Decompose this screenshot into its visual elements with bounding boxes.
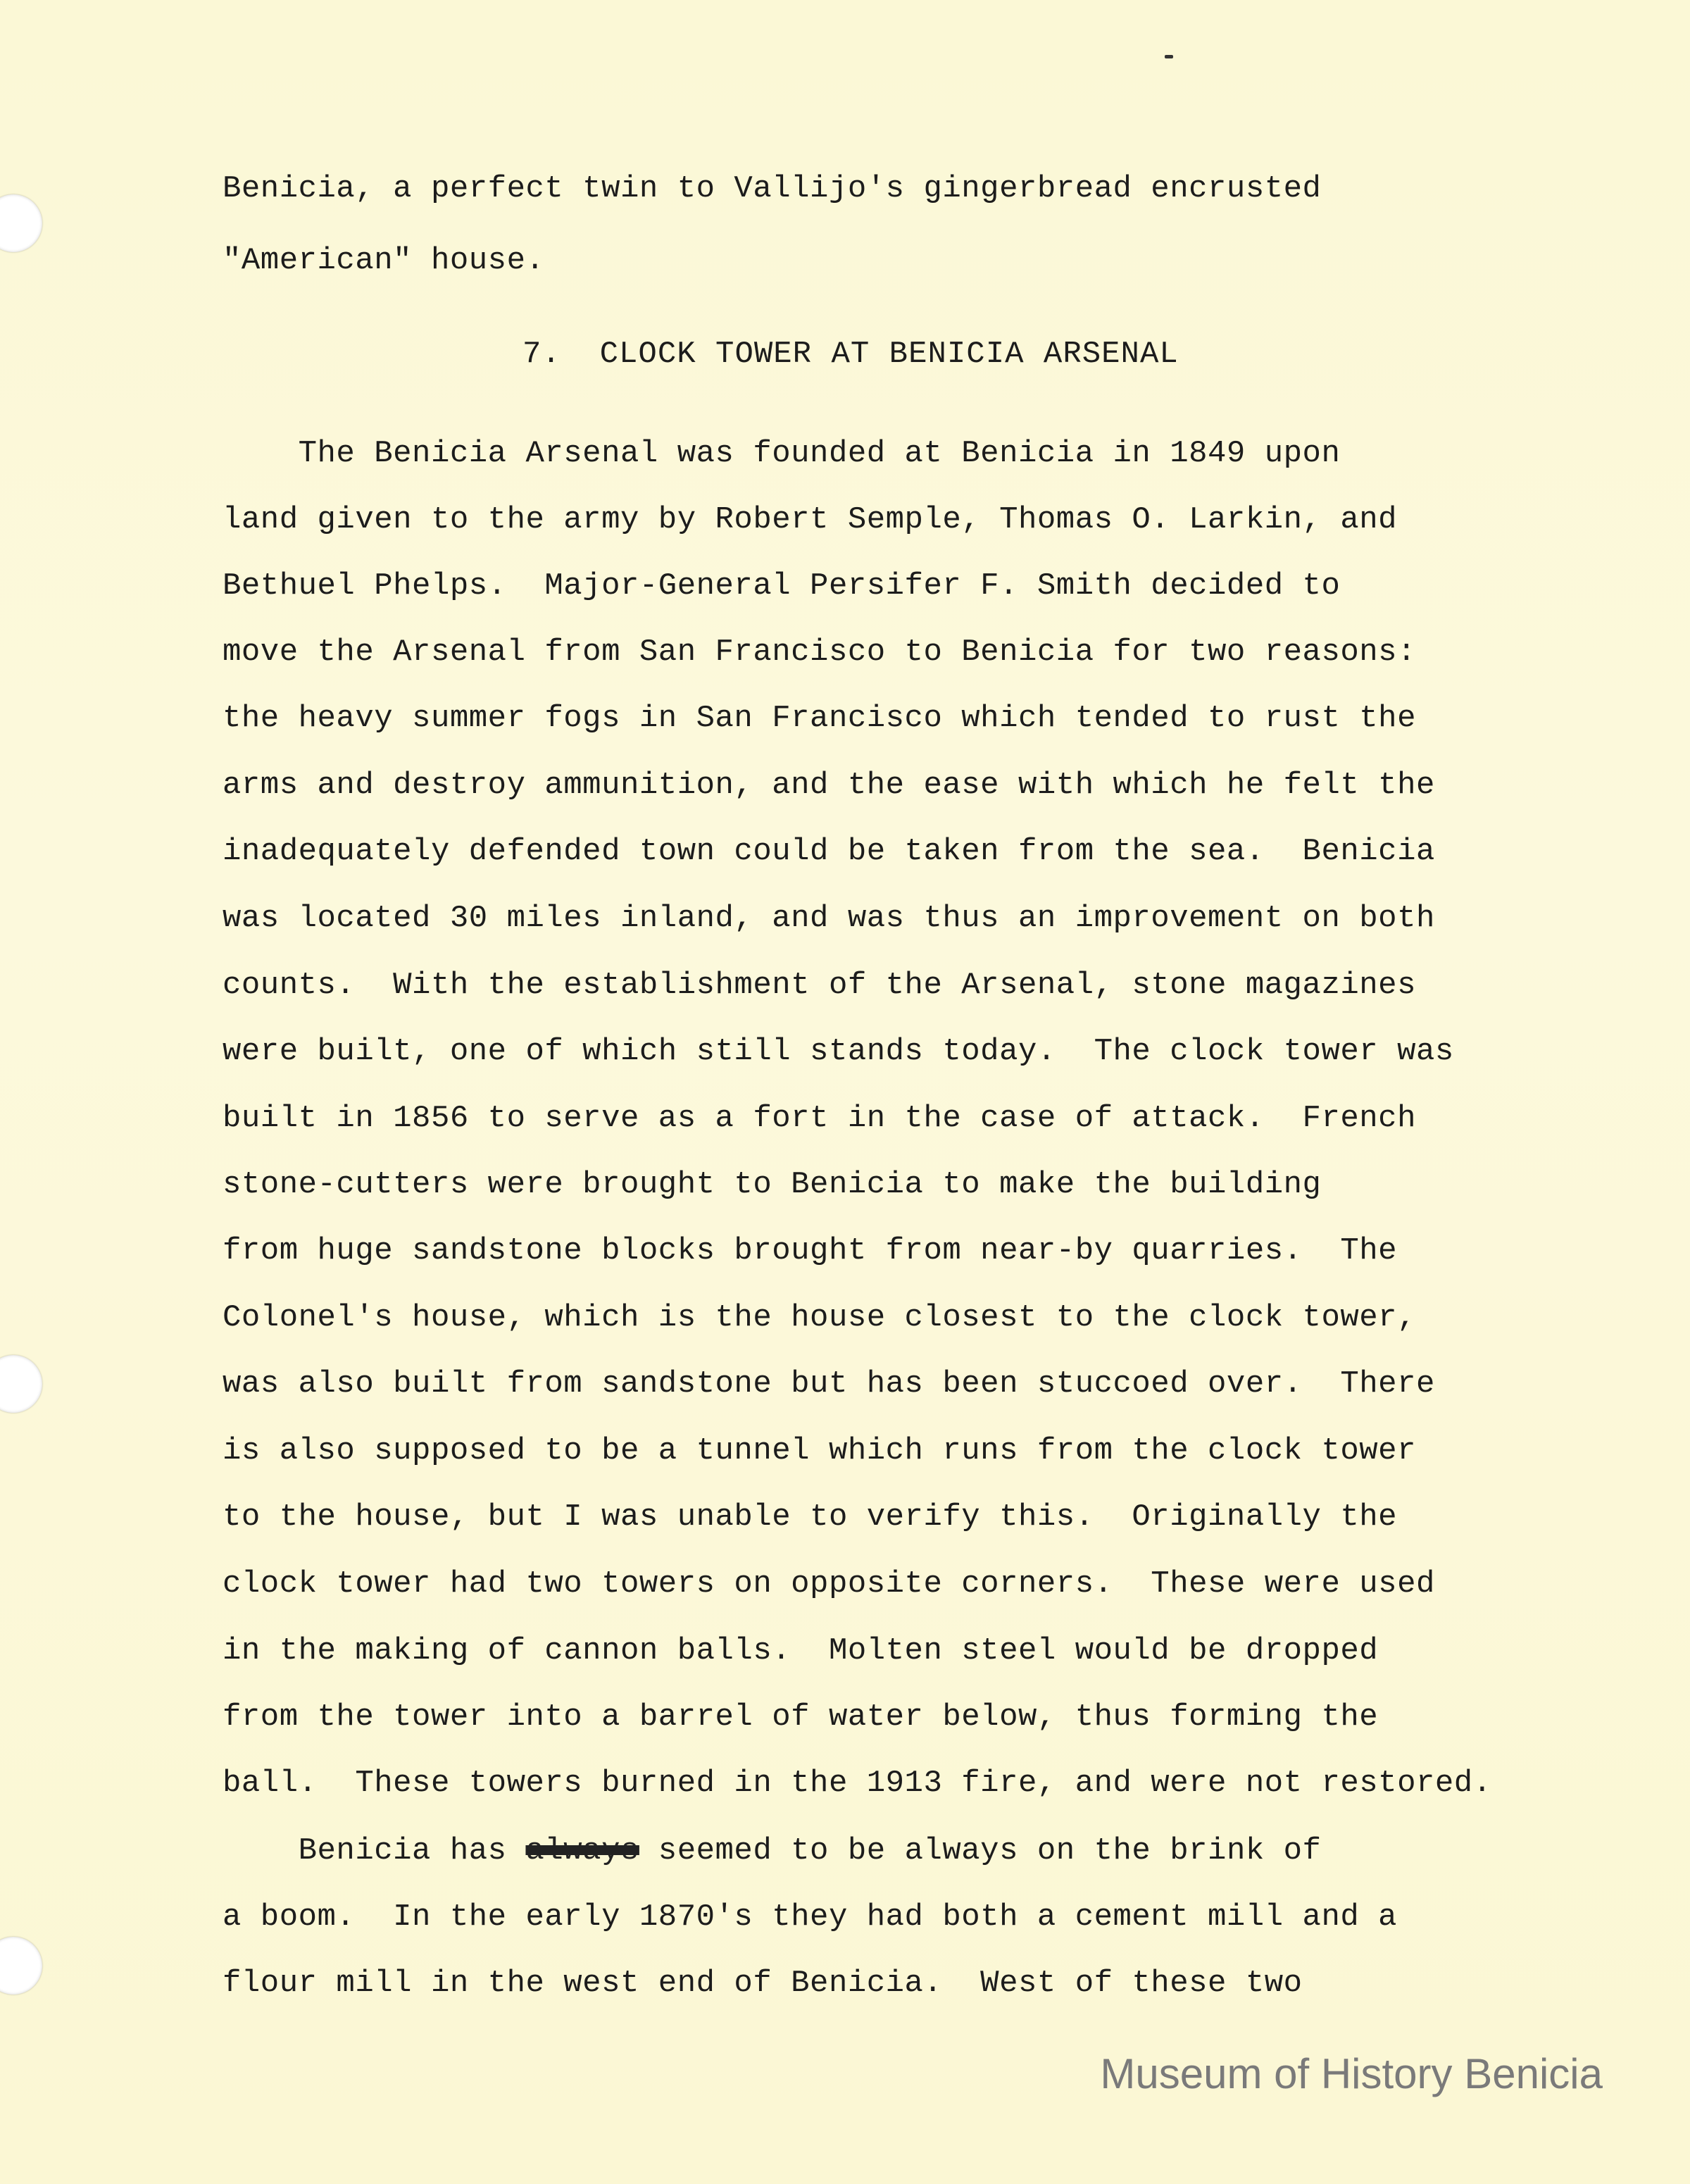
text-line: the heavy summer fogs in San Francisco which tended to rust the — [223, 701, 1416, 736]
punch-hole-top — [0, 194, 42, 252]
text-line: move the Arsenal from San Francisco to Benicia for two reasons: — [223, 635, 1416, 670]
text-line: stone-cutters were brought to Benicia to make the building — [223, 1167, 1322, 1202]
text-line: clock tower had two towers on opposite corners. These were used — [223, 1566, 1435, 1602]
text-line: ball. These towers burned in the 1913 fire, and were not restored. — [223, 1766, 1492, 1801]
text-line: from the tower into a barrel of water below, thus forming the — [223, 1699, 1379, 1735]
text-line: is also supposed to be a tunnel which runs from the clock tower — [223, 1433, 1416, 1468]
text-line: from huge sandstone blocks brought from near-by quarries. The — [223, 1233, 1398, 1268]
text-line: Bethuel Phelps. Major-General Persifer F. Smith decided to — [223, 568, 1341, 604]
museum-watermark: Museum of History Benicia — [1100, 2050, 1603, 2097]
text-line: in the making of cannon balls. Molten steel would be dropped — [223, 1633, 1379, 1668]
text-line: The Benicia Arsenal was founded at Benicia in 1849 upon — [223, 436, 1341, 471]
text-segment: Benicia has — [223, 1833, 526, 1868]
struck-out-word: always — [525, 1833, 639, 1868]
text-line: Colonel's house, which is the house closest to the clock tower, — [223, 1300, 1416, 1335]
text-line — [223, 1835, 1321, 1866]
text-line: were built, one of which still stands today. The clock tower was — [223, 1034, 1454, 1069]
text-line: counts. With the establishment of the Arsenal, stone magazines — [223, 968, 1416, 1003]
text-line: a boom. In the early 1870's they had both a cement mill and a — [223, 1899, 1398, 1935]
text-line: flour mill in the west end of Benicia. West of these two — [223, 1966, 1303, 2001]
text-line: was located 30 miles inland, and was thus an improvement on both — [223, 901, 1435, 936]
section-heading: 7. CLOCK TOWER AT BENICIA ARSENAL — [522, 337, 1179, 372]
text-line: inadequately defended town could be taken from the sea. Benicia — [223, 834, 1435, 869]
punch-hole-middle — [0, 1355, 42, 1413]
text-line: Benicia, a perfect twin to Vallijo's gingerbread encrusted — [223, 171, 1322, 206]
text-line: to the house, but I was unable to verify this. Originally the — [223, 1499, 1398, 1535]
text-line: built in 1856 to serve as a fort in the case of attack. French — [223, 1101, 1416, 1136]
text-line: was also built from sandstone but has been stuccoed over. There — [223, 1366, 1435, 1402]
text-line: land given to the army by Robert Semple, Thomas O. Larkin, and — [223, 502, 1398, 537]
ink-speck — [1165, 55, 1173, 58]
text-line: arms and destroy ammunition, and the ease with which he felt the — [223, 768, 1435, 803]
punch-hole-bottom — [0, 1937, 42, 1995]
text-segment: seemed to be always on the brink of — [639, 1833, 1322, 1868]
text-line: "American" house. — [223, 243, 545, 278]
